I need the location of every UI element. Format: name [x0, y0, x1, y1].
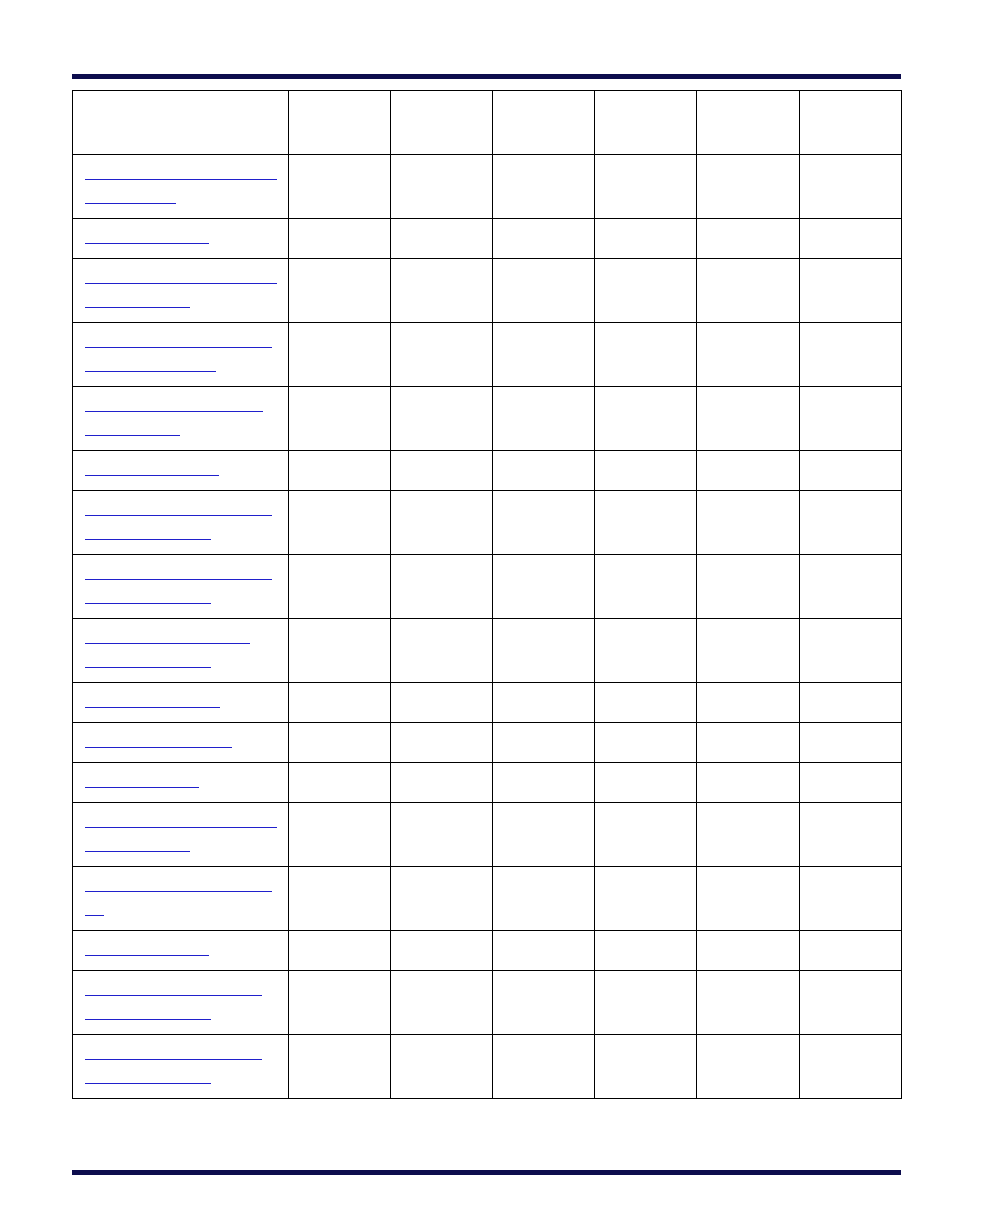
table-cell — [800, 451, 902, 491]
link-cell[interactable] — [73, 867, 289, 931]
link-cell[interactable] — [73, 219, 289, 259]
table-row — [73, 867, 902, 931]
header-cell — [73, 91, 289, 155]
link-underline[interactable] — [85, 243, 209, 244]
table-cell — [697, 619, 800, 683]
table-cell — [493, 723, 595, 763]
table-cell — [800, 555, 902, 619]
link-underline[interactable] — [85, 1083, 211, 1084]
header-cell — [595, 91, 697, 155]
link-underline[interactable] — [85, 787, 199, 788]
header-cell — [289, 91, 391, 155]
header-cell — [493, 91, 595, 155]
link-cell[interactable] — [73, 683, 289, 723]
table-cell — [697, 219, 800, 259]
link-underline[interactable] — [85, 1059, 262, 1060]
table-cell — [595, 323, 697, 387]
table-cell — [800, 387, 902, 451]
link-underline[interactable] — [85, 475, 219, 476]
link-underline[interactable] — [85, 307, 190, 308]
header-cell — [697, 91, 800, 155]
table-cell — [800, 683, 902, 723]
link-underline[interactable] — [85, 579, 272, 580]
link-cell[interactable] — [73, 931, 289, 971]
link-underline[interactable] — [85, 539, 211, 540]
table-cell — [595, 491, 697, 555]
table-cell — [493, 555, 595, 619]
link-cell[interactable] — [73, 803, 289, 867]
table-row — [73, 1035, 902, 1099]
table-cell — [289, 387, 391, 451]
table-cell — [289, 867, 391, 931]
table-cell — [800, 259, 902, 323]
table-cell — [289, 971, 391, 1035]
table-cell — [391, 323, 493, 387]
table-cell — [391, 619, 493, 683]
table-cell — [595, 683, 697, 723]
table-cell — [595, 259, 697, 323]
table-cell — [391, 723, 493, 763]
table-cell — [800, 155, 902, 219]
link-underline[interactable] — [85, 827, 277, 828]
table-cell — [289, 683, 391, 723]
table-cell — [800, 1035, 902, 1099]
table-cell — [289, 219, 391, 259]
top-rule — [72, 74, 901, 79]
table-cell — [800, 219, 902, 259]
link-cell[interactable] — [73, 555, 289, 619]
table-cell — [800, 971, 902, 1035]
table-cell — [697, 683, 800, 723]
table-cell — [595, 451, 697, 491]
link-cell[interactable] — [73, 155, 289, 219]
table-cell — [800, 323, 902, 387]
table-cell — [697, 971, 800, 1035]
link-underline[interactable] — [85, 667, 211, 668]
table-cell — [289, 451, 391, 491]
table-cell — [391, 155, 493, 219]
link-underline[interactable] — [85, 179, 277, 180]
link-underline[interactable] — [85, 411, 263, 412]
link-cell[interactable] — [73, 723, 289, 763]
table-header-row — [73, 91, 902, 155]
link-underline[interactable] — [85, 955, 209, 956]
table-row — [73, 803, 902, 867]
table-cell — [493, 491, 595, 555]
table-cell — [493, 971, 595, 1035]
link-cell[interactable] — [73, 491, 289, 555]
table-cell — [391, 683, 493, 723]
table-cell — [493, 451, 595, 491]
link-underline[interactable] — [85, 603, 211, 604]
table-cell — [391, 971, 493, 1035]
table-cell — [391, 867, 493, 931]
table-cell — [289, 763, 391, 803]
link-cell[interactable] — [73, 323, 289, 387]
table-cell — [595, 971, 697, 1035]
table-cell — [800, 803, 902, 867]
table-cell — [391, 451, 493, 491]
table-cell — [595, 803, 697, 867]
link-underline[interactable] — [85, 371, 216, 372]
table-cell — [595, 155, 697, 219]
table-row — [73, 323, 902, 387]
table-cell — [493, 803, 595, 867]
table-cell — [493, 387, 595, 451]
table-row — [73, 219, 902, 259]
table-cell — [493, 323, 595, 387]
table-cell — [391, 259, 493, 323]
table-cell — [697, 451, 800, 491]
table-cell — [289, 259, 391, 323]
table-row — [73, 931, 902, 971]
table-cell — [391, 763, 493, 803]
link-underline[interactable] — [85, 203, 176, 204]
table-row — [73, 451, 902, 491]
table-cell — [289, 619, 391, 683]
link-cell[interactable] — [73, 1035, 289, 1099]
table-cell — [595, 867, 697, 931]
link-cell[interactable] — [73, 387, 289, 451]
table-cell — [697, 491, 800, 555]
table-row — [73, 683, 902, 723]
table-cell — [697, 387, 800, 451]
table-cell — [493, 867, 595, 931]
table-cell — [800, 763, 902, 803]
table-cell — [289, 803, 391, 867]
table-cell — [493, 619, 595, 683]
table-cell — [697, 763, 800, 803]
table-row — [73, 491, 902, 555]
link-underline[interactable] — [85, 891, 272, 892]
link-underline[interactable] — [85, 707, 220, 708]
link-underline[interactable] — [85, 643, 250, 644]
table-cell — [391, 931, 493, 971]
table-cell — [391, 219, 493, 259]
link-underline[interactable] — [85, 435, 180, 436]
table-cell — [697, 1035, 800, 1099]
table-cell — [595, 763, 697, 803]
table-cell — [595, 387, 697, 451]
table-cell — [595, 619, 697, 683]
link-underline[interactable] — [85, 995, 262, 996]
table-row — [73, 387, 902, 451]
table-cell — [391, 555, 493, 619]
table-cell — [800, 867, 902, 931]
table-cell — [595, 931, 697, 971]
link-underline[interactable] — [85, 283, 277, 284]
header-cell — [800, 91, 902, 155]
table-cell — [595, 1035, 697, 1099]
table-cell — [595, 219, 697, 259]
table-cell — [697, 723, 800, 763]
table-cell — [800, 491, 902, 555]
table-cell — [391, 491, 493, 555]
table-cell — [289, 723, 391, 763]
header-cell — [391, 91, 493, 155]
table-cell — [289, 323, 391, 387]
table-body — [73, 155, 902, 1099]
link-underline[interactable] — [85, 515, 272, 516]
table-cell — [697, 803, 800, 867]
table-row — [73, 155, 902, 219]
table-cell — [391, 387, 493, 451]
link-cell[interactable] — [73, 763, 289, 803]
link-underline[interactable] — [85, 915, 104, 916]
table-cell — [800, 619, 902, 683]
table-cell — [289, 1035, 391, 1099]
table-cell — [697, 259, 800, 323]
table-cell — [697, 931, 800, 971]
table-cell — [493, 155, 595, 219]
table-cell — [800, 931, 902, 971]
link-underline[interactable] — [85, 747, 232, 748]
link-cell[interactable] — [73, 619, 289, 683]
table-cell — [289, 155, 391, 219]
bottom-rule — [72, 1170, 901, 1175]
link-cell[interactable] — [73, 971, 289, 1035]
table-cell — [800, 723, 902, 763]
table-cell — [493, 259, 595, 323]
table-cell — [289, 555, 391, 619]
table-cell — [493, 1035, 595, 1099]
link-cell[interactable] — [73, 259, 289, 323]
table-cell — [595, 723, 697, 763]
table-cell — [391, 803, 493, 867]
data-table — [72, 90, 902, 1099]
table-cell — [493, 219, 595, 259]
table-cell — [697, 867, 800, 931]
table-row — [73, 259, 902, 323]
table-row — [73, 763, 902, 803]
table-cell — [697, 555, 800, 619]
link-underline[interactable] — [85, 347, 272, 348]
table-cell — [493, 763, 595, 803]
table-cell — [289, 491, 391, 555]
link-cell[interactable] — [73, 451, 289, 491]
table-cell — [697, 323, 800, 387]
table-cell — [391, 1035, 493, 1099]
table-cell — [493, 931, 595, 971]
table-cell — [697, 155, 800, 219]
table-row — [73, 971, 902, 1035]
table-cell — [595, 555, 697, 619]
table-row — [73, 619, 902, 683]
table-cell — [493, 683, 595, 723]
link-underline[interactable] — [85, 851, 190, 852]
link-underline[interactable] — [85, 1019, 211, 1020]
table-row — [73, 723, 902, 763]
table-row — [73, 555, 902, 619]
table-cell — [289, 931, 391, 971]
